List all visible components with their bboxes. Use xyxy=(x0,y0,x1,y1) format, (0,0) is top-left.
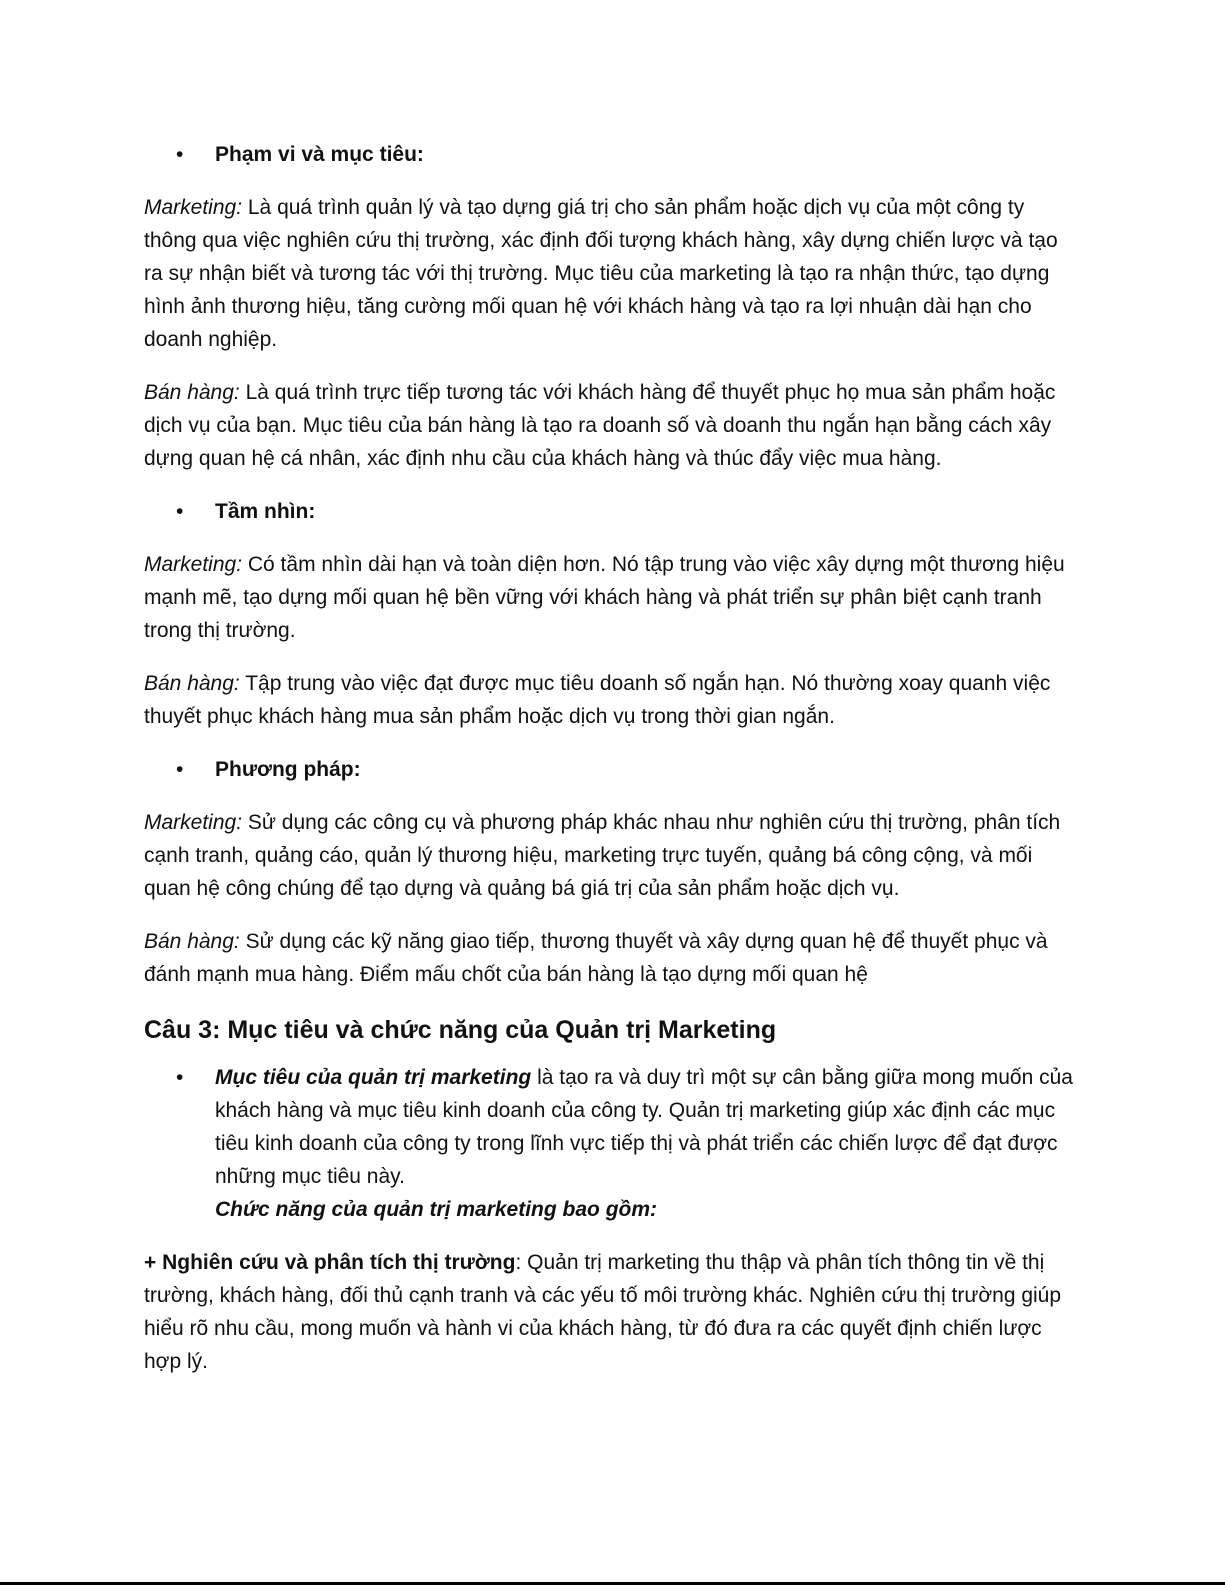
question3-heading: Câu 3: Mục tiêu và chức năng của Quản trị Marketing xyxy=(144,1016,777,1044)
goal-term: Mục tiêu của quản trị marketing xyxy=(215,1066,532,1089)
method-marketing-paragraph xyxy=(144,806,1074,905)
scope-sales-paragraph xyxy=(144,376,1074,475)
document-page xyxy=(144,138,1074,1398)
bullet-dot-icon: • xyxy=(176,758,184,781)
method-sales-paragraph xyxy=(144,925,1074,991)
method-marketing-term: Marketing: xyxy=(144,811,243,834)
scope-marketing-term: Marketing: xyxy=(144,196,243,219)
vision-sales-paragraph xyxy=(144,667,1074,733)
bullet-dot-icon: • xyxy=(176,1066,184,1089)
bullet-goal xyxy=(144,1061,1074,1226)
goal-text: là tạo ra và duy trì một sự cân bằng giữa mong muốn của khách hàng và mục tiêu kinh doanh của công ty. Quản trị marketing giúp xác định các mục tiêu kinh doanh của công ty trong lĩnh vực tiếp thị và phát triển các chiến lược để đạt được những mục tiêu này. xyxy=(215,1066,1073,1188)
scope-sales-term: Bán hàng: xyxy=(144,381,240,404)
bullet-method xyxy=(144,753,1074,786)
research-term: + Nghiên cứu và phân tích thị trường xyxy=(144,1251,516,1274)
method-sales-term: Bán hàng: xyxy=(144,930,240,953)
bullet-vision-label: Tầm nhìn: xyxy=(215,500,316,523)
vision-marketing-text: Có tầm nhìn dài hạn và toàn diện hơn. Nó tập trung vào việc xây dựng một thương hiệu mạnh mẽ, tạo dựng mối quan hệ bền vững với khách hàng và phát triển sự phân biệt cạnh tranh trong thị trường. xyxy=(144,553,1065,642)
scope-marketing-text: Là quá trình quản lý và tạo dựng giá trị cho sản phẩm hoặc dịch vụ của một công ty thông qua việc nghiên cứu thị trường, xác định đối tượng khách hàng, xây dựng chiến lược và tạo ra sự nhận biết và tương tác với thị trường. Mục tiêu của marketing là tạo ra nhận thức, tạo dựng hình ảnh thương hiệu, tăng cường mối quan hệ với khách hàng và tạo ra lợi nhuận dài hạn cho doanh nghiệp. xyxy=(144,196,1058,351)
research-text: : Quản trị marketing thu thập và phân tích thông tin về thị trường, khách hàng, đối thủ cạnh tranh và các yếu tố môi trường khác. Nghiên cứu thị trường giúp hiểu rõ nhu cầu, mong muốn và hành vi của khách hàng, từ đó đưa ra các quyết định chiến lược hợp lý. xyxy=(144,1251,1062,1373)
scope-marketing-paragraph xyxy=(144,191,1074,356)
scope-sales-text: Là quá trình trực tiếp tương tác với khách hàng để thuyết phục họ mua sản phẩm hoặc dịch vụ của bạn. Mục tiêu của bán hàng là tạo ra doanh số và doanh thu ngắn hạn bằng cách xây dựng quan hệ cá nhân, xác định nhu cầu của khách hàng và thúc đẩy việc mua hàng. xyxy=(144,381,1056,470)
functions-label: Chức năng của quản trị marketing bao gồm: xyxy=(215,1198,658,1221)
bullet-scope xyxy=(144,138,1074,171)
vision-marketing-term: Marketing: xyxy=(144,553,243,576)
bullet-vision xyxy=(144,495,1074,528)
bullet-dot-icon: • xyxy=(176,500,184,523)
method-sales-text: Sử dụng các kỹ năng giao tiếp, thương thuyết và xây dựng quan hệ để thuyết phục và đánh mạnh mua hàng. Điểm mấu chốt của bán hàng là tạo dựng mối quan hệ xyxy=(144,930,1048,986)
vision-sales-term: Bán hàng: xyxy=(144,672,240,695)
method-marketing-text: Sử dụng các công cụ và phương pháp khác nhau như nghiên cứu thị trường, phân tích cạnh tranh, quảng cáo, quản lý thương hiệu, marketing trực tuyến, quảng bá công cộng, và mối quan hệ công chúng để tạo dựng và quảng bá giá trị của sản phẩm hoặc dịch vụ. xyxy=(144,811,1061,900)
vision-marketing-paragraph xyxy=(144,548,1074,647)
bullet-dot-icon: • xyxy=(176,143,184,166)
bullet-method-label: Phương pháp: xyxy=(215,758,361,781)
bullet-scope-label: Phạm vi và mục tiêu: xyxy=(215,143,424,166)
research-paragraph xyxy=(144,1246,1074,1378)
vision-sales-text: Tập trung vào việc đạt được mục tiêu doanh số ngắn hạn. Nó thường xoay quanh việc thuyết phục khách hàng mua sản phẩm hoặc dịch vụ trong thời gian ngắn. xyxy=(144,672,1051,728)
